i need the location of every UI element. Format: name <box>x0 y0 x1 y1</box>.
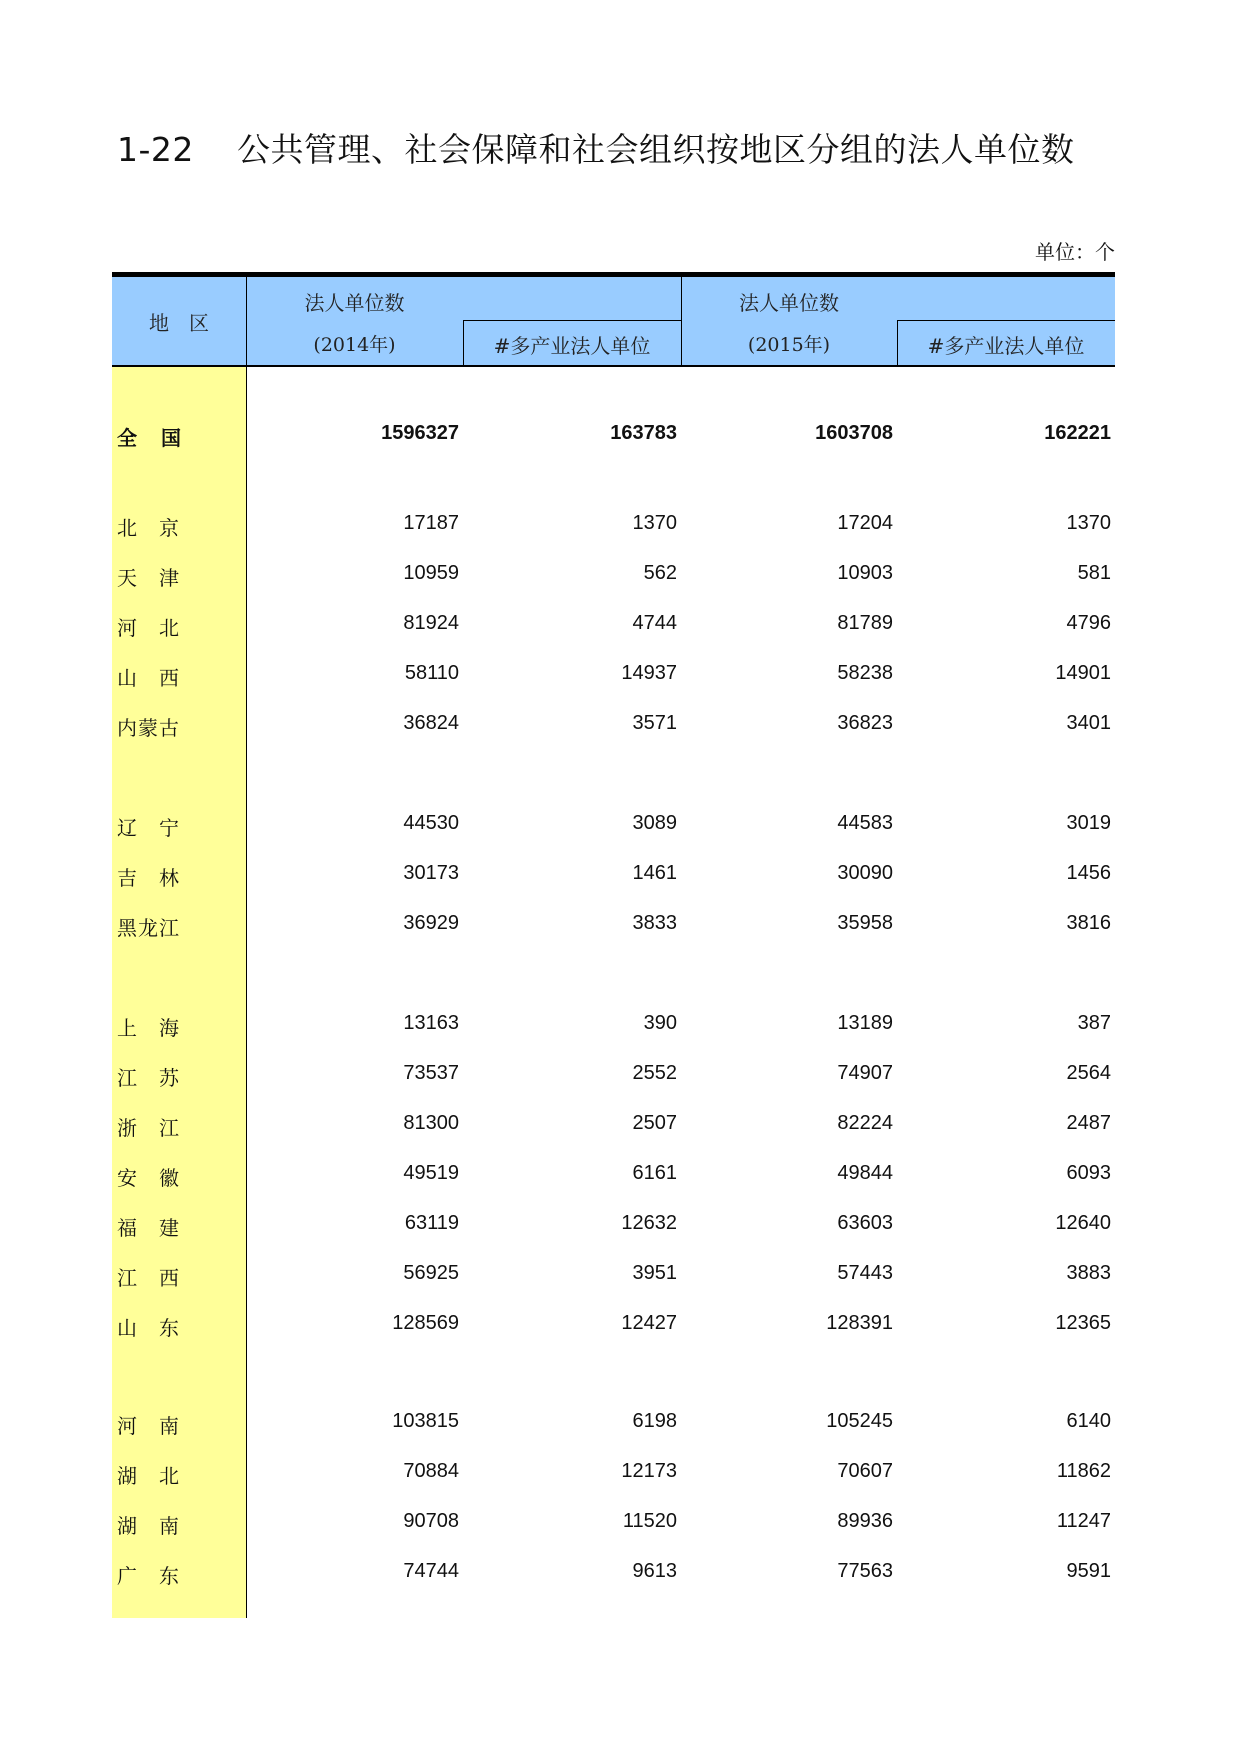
value-cell-v2: 562 <box>643 562 677 584</box>
value-cell-v2: 6198 <box>632 1410 677 1432</box>
value-cell-v1: 81924 <box>403 612 459 634</box>
value-cell-v1: 13163 <box>403 1012 459 1034</box>
table-row <box>112 1262 1115 1292</box>
value-cell-v4: 162221 <box>1044 422 1111 444</box>
value-cell-v2: 12427 <box>621 1312 677 1334</box>
region-name: 福 建 <box>117 1216 180 1240</box>
region-name: 山 西 <box>117 666 180 690</box>
table-row <box>112 862 1115 892</box>
value-cell-v2: 3951 <box>632 1262 677 1284</box>
value-cell-v3: 17204 <box>837 512 893 534</box>
region-name: 浙 江 <box>117 1116 180 1140</box>
value-cell-v4: 1456 <box>1066 862 1111 884</box>
value-cell-v4: 2487 <box>1066 1112 1111 1134</box>
value-cell-v4: 11247 <box>1056 1510 1111 1532</box>
value-cell-v4: 3019 <box>1066 812 1111 834</box>
header-col3-year: (2015年) <box>747 334 831 356</box>
region-name: 安 徽 <box>117 1166 180 1190</box>
value-cell-v4: 12640 <box>1055 1212 1111 1234</box>
value-cell-v4: 2564 <box>1066 1062 1111 1084</box>
table-row <box>112 1510 1115 1540</box>
value-cell-v4: 11862 <box>1056 1460 1111 1482</box>
value-cell-v1: 58110 <box>404 662 459 684</box>
data-table <box>112 272 1115 1588</box>
region-name: 上 海 <box>117 1016 180 1040</box>
value-cell-v2: 3089 <box>632 812 677 834</box>
page-title <box>117 124 1075 171</box>
region-name: 江 西 <box>117 1266 180 1290</box>
table-row <box>112 562 1115 592</box>
table-row <box>112 1312 1115 1342</box>
value-cell-v2: 14937 <box>621 662 677 684</box>
value-cell-v3: 82224 <box>837 1112 893 1134</box>
table-row <box>112 812 1115 842</box>
value-cell-v3: 105245 <box>826 1410 893 1432</box>
value-cell-v1: 49519 <box>403 1162 459 1184</box>
value-cell-v4: 3816 <box>1066 912 1111 934</box>
value-cell-v3: 58238 <box>837 662 893 684</box>
value-cell-v3: 70607 <box>837 1460 893 1482</box>
header-col1-top: 法人单位数 <box>304 291 405 315</box>
table-header <box>112 272 1115 367</box>
table-row <box>112 712 1115 742</box>
value-cell-v2: 1461 <box>632 862 677 884</box>
value-cell-v1: 81300 <box>403 1112 459 1134</box>
value-cell-v2: 12173 <box>621 1460 677 1482</box>
value-cell-v2: 12632 <box>621 1212 677 1234</box>
header-region: 地 区 <box>149 311 209 335</box>
value-cell-v3: 30090 <box>837 862 893 884</box>
value-cell-v2: 1370 <box>632 512 677 534</box>
value-cell-v1: 128569 <box>392 1312 459 1334</box>
region-name: 山 东 <box>117 1316 180 1340</box>
region-name: 江 苏 <box>117 1066 180 1090</box>
value-cell-v2: 3571 <box>632 712 677 734</box>
header-col3-top: 法人单位数 <box>739 291 839 315</box>
value-cell-v3: 35958 <box>837 912 893 934</box>
value-cell-v2: 390 <box>643 1012 677 1034</box>
table-row <box>112 512 1115 542</box>
table-number: 1-22 <box>117 130 194 169</box>
region-name: 黑龙江 <box>117 916 180 940</box>
value-cell-v1: 36929 <box>403 912 459 934</box>
value-cell-v1: 10959 <box>403 562 459 584</box>
value-cell-v3: 13189 <box>837 1012 893 1034</box>
value-cell-v2: 11520 <box>622 1510 677 1532</box>
value-cell-v4: 581 <box>1077 562 1111 584</box>
value-cell-v2: 2552 <box>632 1062 677 1084</box>
table-row <box>112 1212 1115 1242</box>
value-cell-v3: 44583 <box>837 812 893 834</box>
region-name: 全 国 <box>117 426 183 450</box>
value-cell-v2: 9613 <box>632 1560 677 1582</box>
value-cell-v2: 163783 <box>610 422 677 444</box>
region-name: 湖 北 <box>117 1464 180 1488</box>
header-col2: #多产业法人单位 <box>493 334 651 358</box>
table-row <box>112 912 1115 942</box>
value-cell-v1: 17187 <box>403 512 459 534</box>
value-cell-v4: 9591 <box>1066 1560 1111 1582</box>
table-row <box>112 612 1115 642</box>
region-name: 天 津 <box>117 566 180 590</box>
value-cell-v4: 6140 <box>1066 1410 1111 1432</box>
table-row <box>112 1162 1115 1192</box>
region-name: 北 京 <box>117 516 180 540</box>
value-cell-v2: 2507 <box>632 1112 677 1134</box>
table-row <box>112 1410 1115 1440</box>
region-name: 河 北 <box>117 616 180 640</box>
table-row <box>112 422 1115 452</box>
table-row <box>112 1012 1115 1042</box>
value-cell-v2: 6161 <box>632 1162 677 1184</box>
value-cell-v1: 1596327 <box>381 422 459 444</box>
value-cell-v4: 387 <box>1077 1012 1111 1034</box>
region-name: 内蒙古 <box>117 716 180 740</box>
table-row <box>112 1460 1115 1490</box>
value-cell-v3: 10903 <box>837 562 893 584</box>
value-cell-v3: 89936 <box>837 1510 893 1532</box>
value-cell-v1: 36824 <box>403 712 459 734</box>
value-cell-v1: 63119 <box>404 1212 459 1234</box>
table-row <box>112 662 1115 692</box>
value-cell-v3: 49844 <box>837 1162 893 1184</box>
value-cell-v4: 6093 <box>1066 1162 1111 1184</box>
value-cell-v1: 74744 <box>403 1560 459 1582</box>
value-cell-v1: 44530 <box>403 812 459 834</box>
value-cell-v3: 1603708 <box>815 422 893 444</box>
value-cell-v3: 36823 <box>837 712 893 734</box>
value-cell-v1: 30173 <box>403 862 459 884</box>
value-cell-v1: 103815 <box>392 1410 459 1432</box>
header-divider <box>463 320 681 321</box>
value-cell-v3: 57443 <box>837 1262 893 1284</box>
table-row <box>112 1560 1115 1590</box>
value-cell-v3: 77563 <box>837 1560 893 1582</box>
value-cell-v3: 74907 <box>837 1062 893 1084</box>
region-name: 辽 宁 <box>117 816 180 840</box>
value-cell-v4: 4796 <box>1066 612 1111 634</box>
value-cell-v1: 70884 <box>403 1460 459 1482</box>
value-cell-v3: 128391 <box>826 1312 893 1334</box>
region-name: 吉 林 <box>117 866 180 890</box>
region-name: 河 南 <box>117 1414 180 1438</box>
header-col4: #多产业法人单位 <box>927 334 1085 358</box>
value-cell-v4: 14901 <box>1055 662 1111 684</box>
value-cell-v2: 4744 <box>632 612 677 634</box>
table-title: 公共管理、社会保障和社会组织按地区分组的法人单位数 <box>237 130 1075 169</box>
value-cell-v1: 56925 <box>403 1262 459 1284</box>
header-col1-year: (2014年) <box>313 334 396 356</box>
region-name: 广 东 <box>117 1564 180 1588</box>
value-cell-v4: 3883 <box>1066 1262 1111 1284</box>
region-name: 湖 南 <box>117 1514 180 1538</box>
value-cell-v1: 90708 <box>403 1510 459 1532</box>
unit-label: 单位：个 <box>1035 240 1115 264</box>
table-row <box>112 1062 1115 1092</box>
value-cell-v3: 81789 <box>837 612 893 634</box>
table-row <box>112 1112 1115 1142</box>
value-cell-v1: 73537 <box>403 1062 459 1084</box>
header-divider <box>897 320 1115 321</box>
value-cell-v4: 3401 <box>1066 712 1111 734</box>
value-cell-v3: 63603 <box>837 1212 893 1234</box>
value-cell-v4: 1370 <box>1066 512 1111 534</box>
value-cell-v4: 12365 <box>1055 1312 1111 1334</box>
value-cell-v2: 3833 <box>632 912 677 934</box>
